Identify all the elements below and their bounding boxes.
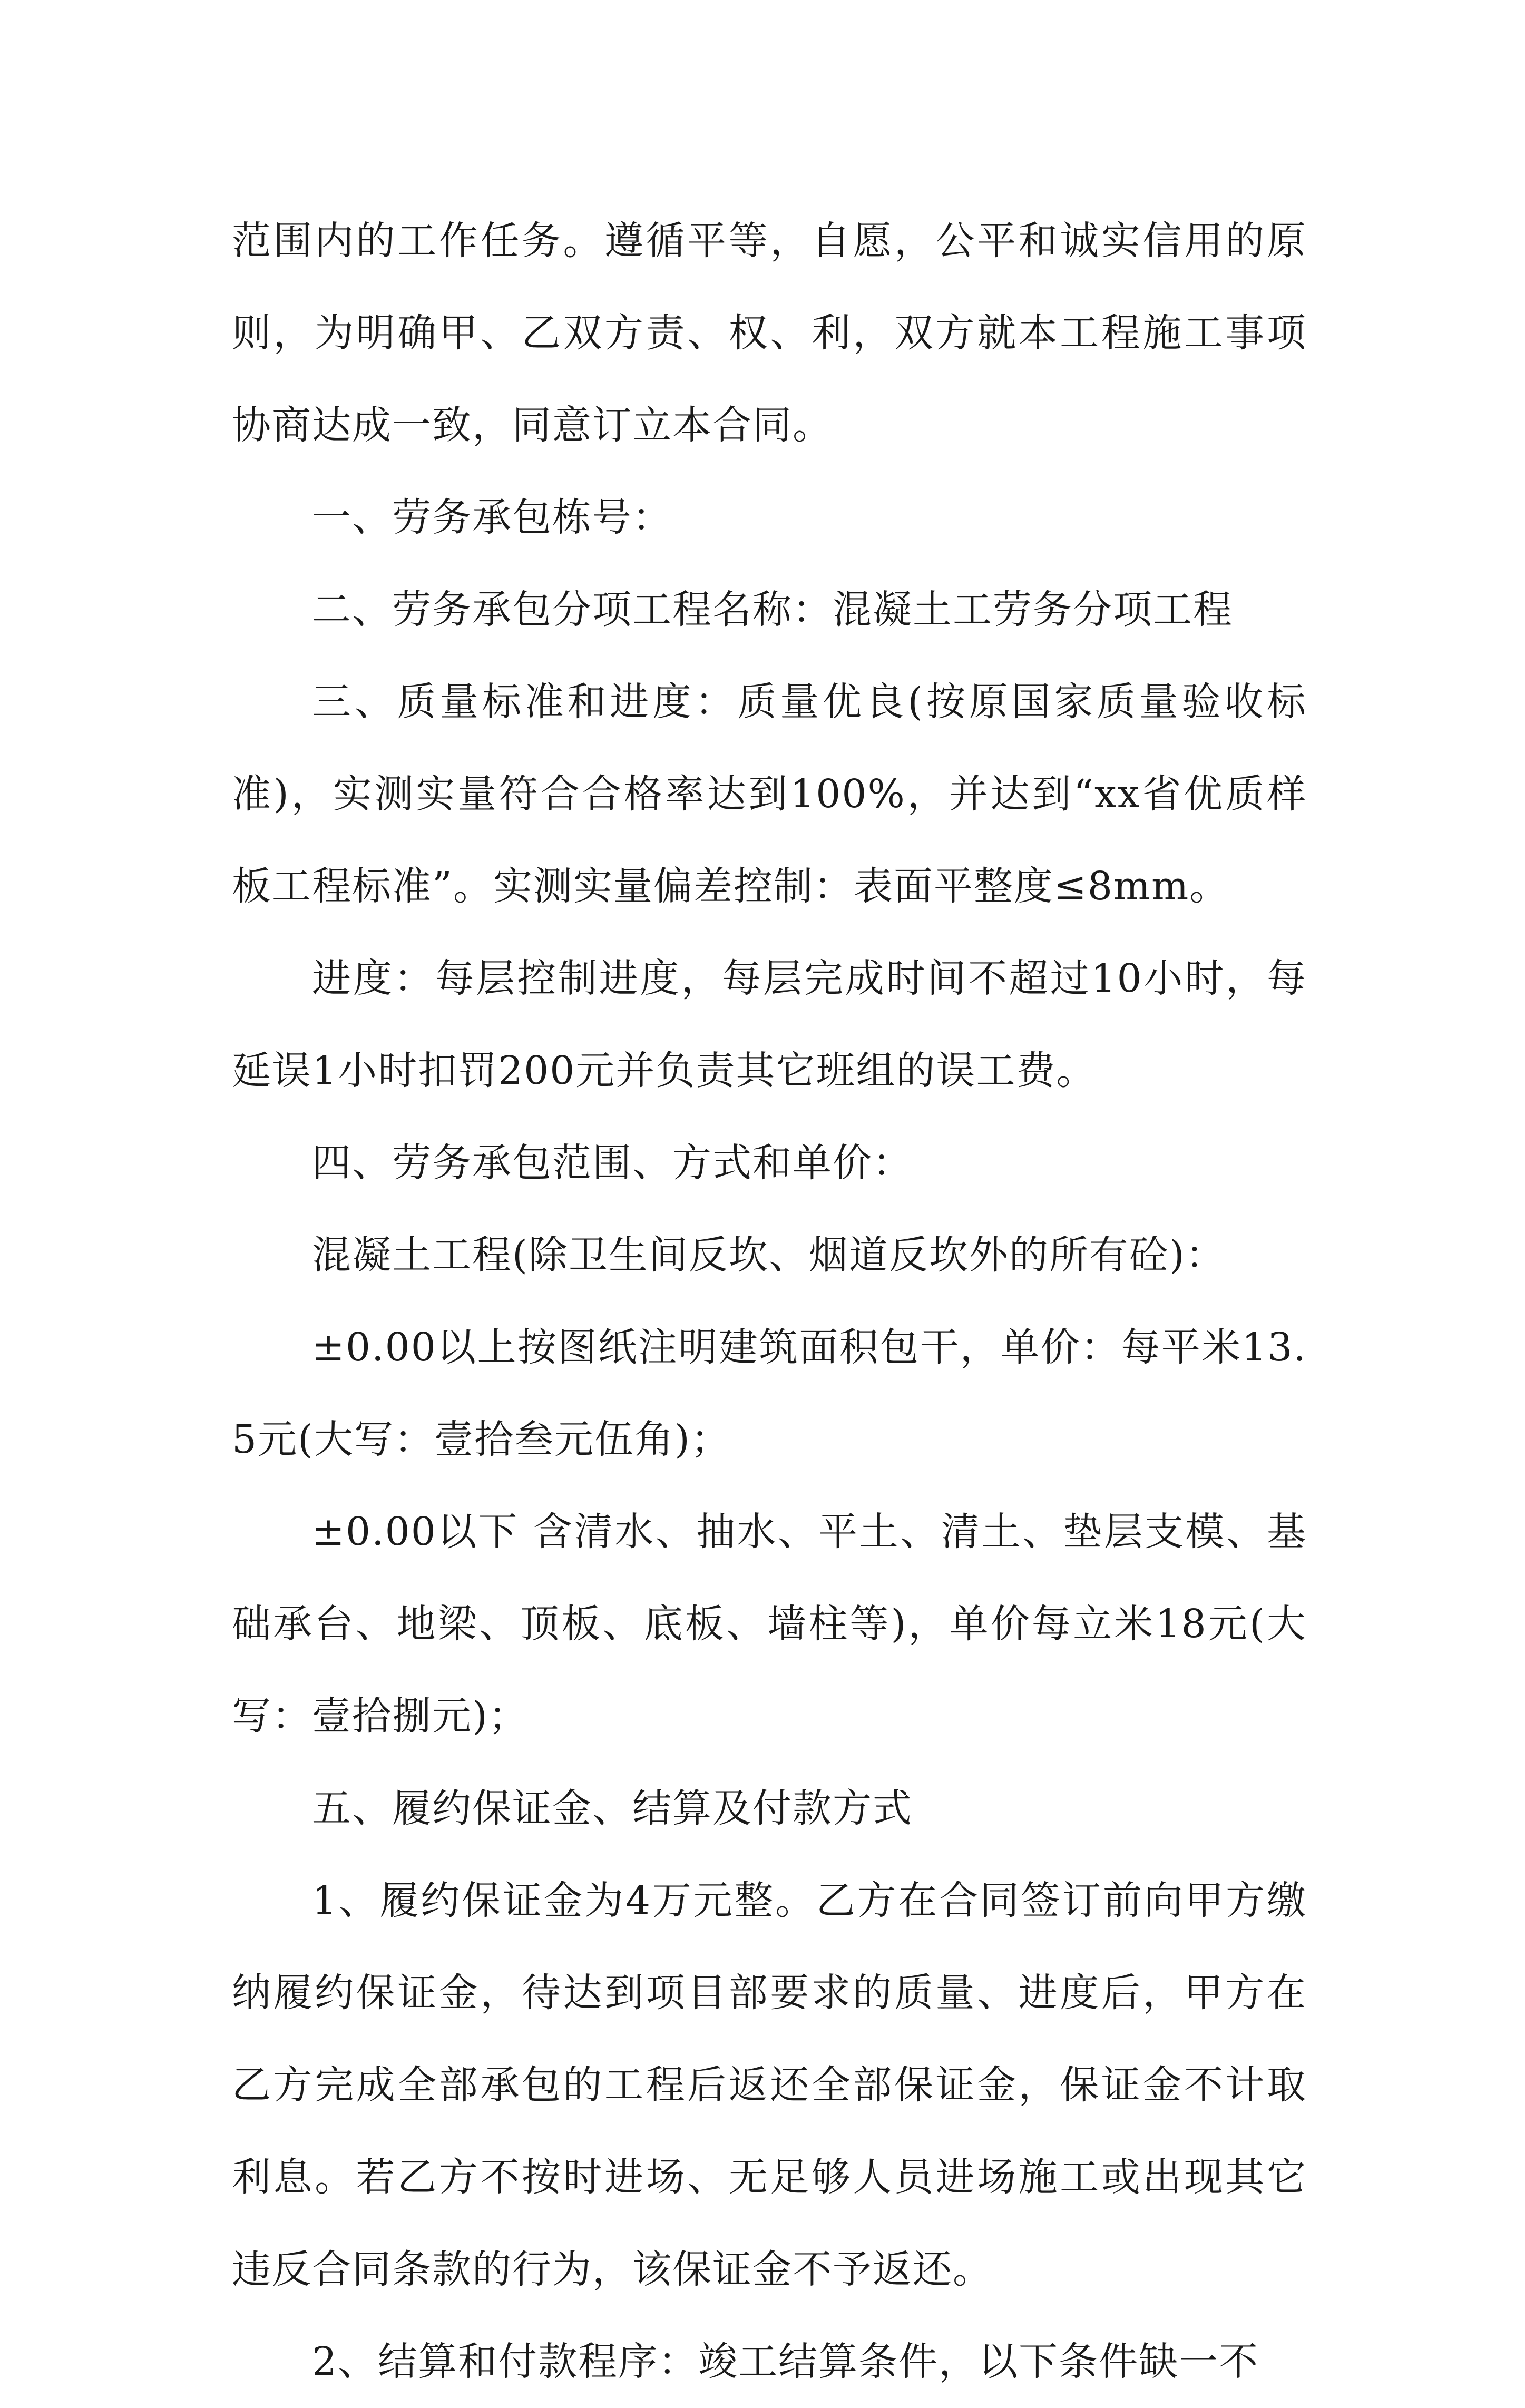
paragraph-deposit-terms: 1、履约保证金为4万元整。乙方在合同签订前向甲方缴纳履约保证金，待达到项目部要求的质量、进度后，甲方在乙方完成全部承包的工程后返还全部保证金，保证金不计取利息。若乙方不按时进场、无足够人员进场施工或出现其它违反合同条款的行为，该保证金不予返还。	[232, 1878, 1307, 2292]
paragraph-section-1-building-number: 一、劳务承包栋号：	[312, 495, 672, 540]
paragraph-scope-principles: 范围内的工作任务。遵循平等，自愿，公平和诚实信用的原则，为明确甲、乙双方责、权、利，双方就本工程施工事项协商达成一致，同意订立本合同。	[232, 218, 1307, 448]
paragraph-below-zero-price: ±0.00以下 含清水、抽水、平土、清土、垫层支模、基础承台、地梁、顶板、底板、墙柱等)，单价每立米18元(大写：壹拾捌元)；	[232, 1509, 1307, 1739]
paragraph-concrete-works: 混凝土工程(除卫生间反坎、烟道反坎外的所有砼)：	[312, 1232, 1226, 1278]
paragraph-settlement-procedure: 2、结算和付款程序：竣工结算条件，以下条件缺一不	[312, 2339, 1259, 2384]
paragraph-progress: 进度：每层控制进度，每层完成时间不超过10小时，每延误1小时扣罚200元并负责其它班组的误工费。	[232, 956, 1307, 1093]
paragraph-section-5-deposit-settlement: 五、履约保证金、结算及付款方式	[312, 1786, 913, 1831]
paragraph-section-2-project-name: 二、劳务承包分项工程名称：混凝土工劳务分项工程	[312, 587, 1233, 632]
contract-body	[232, 195, 1307, 2408]
paragraph-section-4-scope-price: 四、劳务承包范围、方式和单价：	[312, 1140, 913, 1186]
paragraph-above-zero-price: ±0.00以上按图纸注明建筑面积包干，单价：每平米13.5元(大写：壹拾叁元伍角)；	[232, 1325, 1307, 1462]
paragraph-section-3-quality-standard: 三、质量标准和进度：质量优良(按原国家质量验收标准)，实测实量符合合格率达到100%，并达到“xx省优质样板工程标准”。实测实量偏差控制：表面平整度≤8mm。	[232, 679, 1307, 909]
